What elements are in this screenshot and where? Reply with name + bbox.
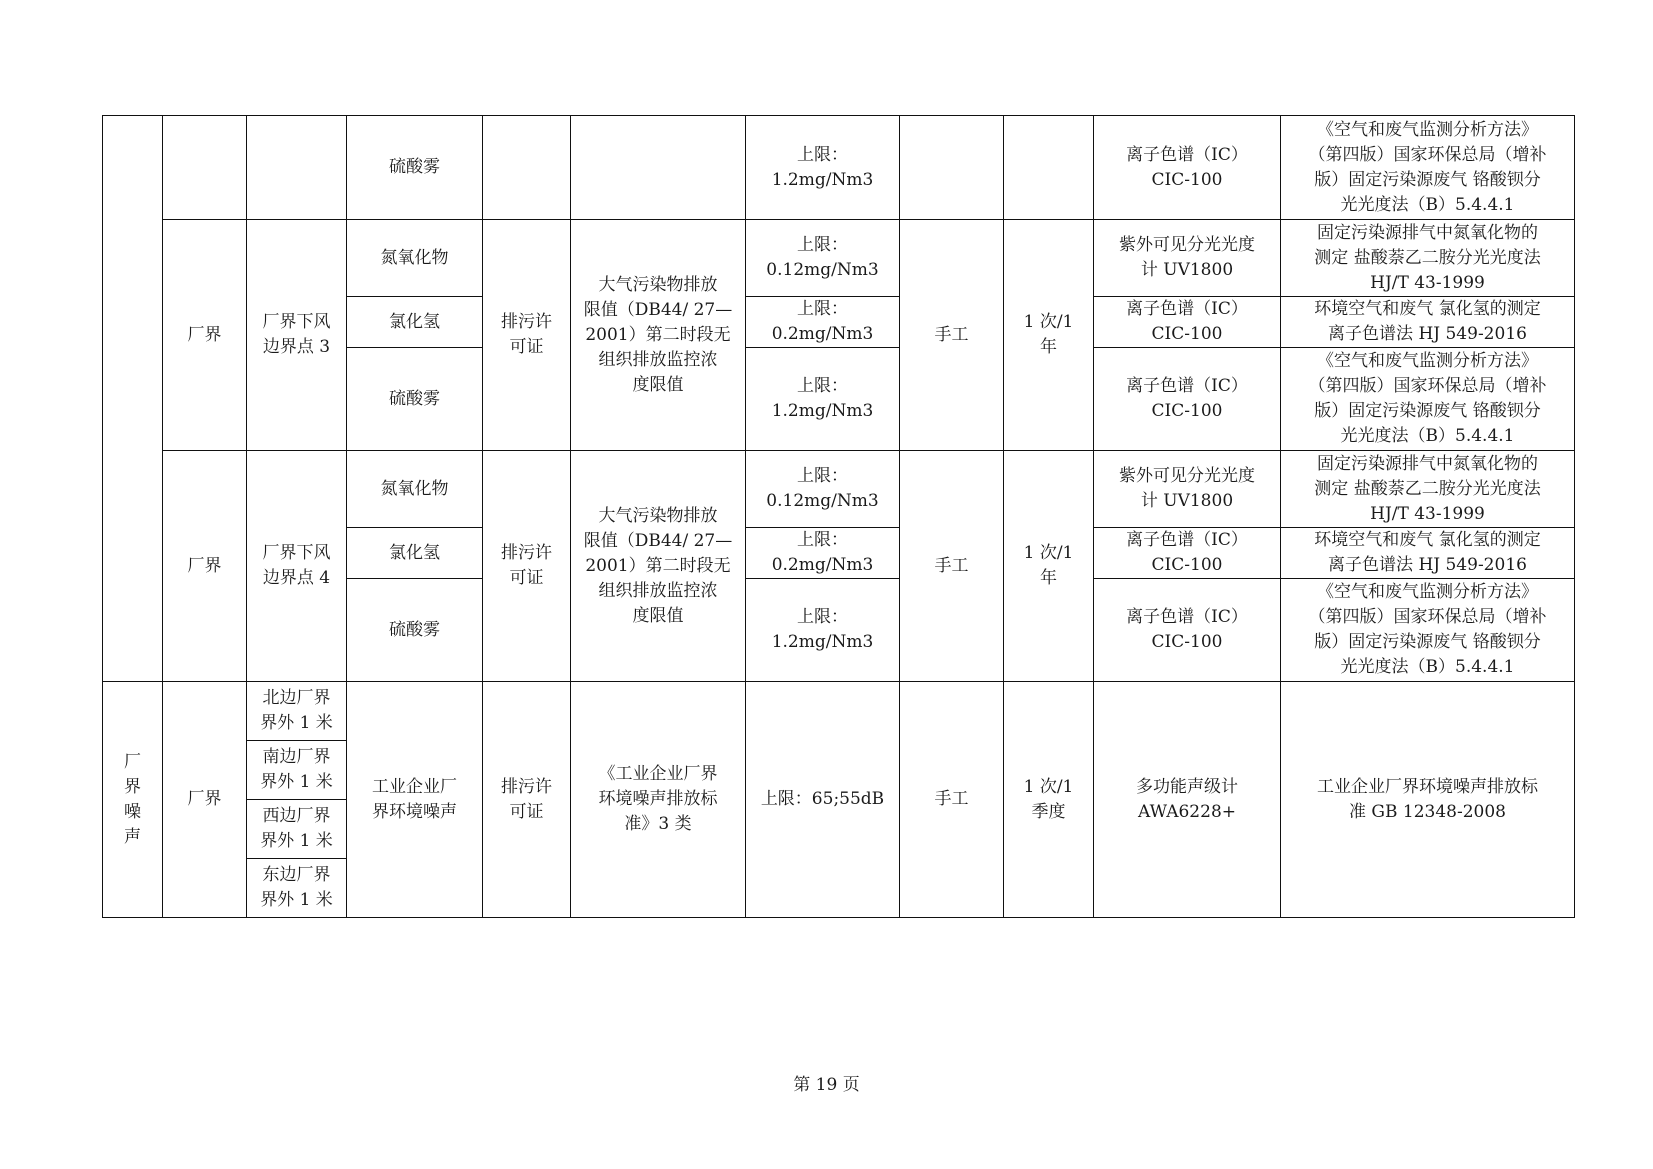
pollutant-cell: 氮氧化物 [347,220,483,297]
pollutant-cell: 氮氧化物 [347,451,483,528]
instrument-cell: 离子色谱（IC） CIC-100 [1094,116,1281,220]
instrument-cell: 离子色谱（IC） CIC-100 [1094,579,1281,682]
category-type-cell: 厂 界 噪 声 [103,682,163,918]
monitoring-point-cell: 南边厂界 界外 1 米 [247,741,347,800]
mode-cell: 手工 [900,682,1004,918]
table-row [103,682,1575,741]
basis-cell [483,116,571,220]
monitoring-point-cell [247,116,347,220]
basis-cell: 排污许 可证 [483,682,571,918]
frequency-cell: 1 次/1 年 [1004,451,1094,682]
monitoring-point-cell: 厂界下风 边界点 4 [247,451,347,682]
instrument-cell: 离子色谱（IC） CIC-100 [1094,297,1281,348]
standard-cell: 大气污染物排放 限值（DB44/ 27— 2001）第二时段无 组织排放监控浓 度限值 [571,451,746,682]
method-cell: 工业企业厂界环境噪声排放标 准 GB 12348-2008 [1281,682,1575,918]
mode-cell [900,116,1004,220]
limit-cell: 上限： 0.2mg/Nm3 [746,297,900,348]
monitoring-table [102,115,1575,918]
monitoring-point-cell: 东边厂界 界外 1 米 [247,859,347,918]
method-cell: 《空气和废气监测分析方法》 （第四版）国家环保总局（增补 版）固定污染源废气 铬酸钡分 光光度法（B）5.4.4.1 [1281,579,1575,682]
table-row [103,451,1575,528]
basis-cell: 排污许 可证 [483,451,571,682]
category-cell [163,116,247,220]
pollutant-cell: 工业企业厂 界环境噪声 [347,682,483,918]
method-cell: 环境空气和废气 氯化氢的测定 离子色谱法 HJ 549-2016 [1281,528,1575,579]
limit-cell: 上限： 0.12mg/Nm3 [746,220,900,297]
standard-cell: 《工业企业厂界 环境噪声排放标 准》3 类 [571,682,746,918]
limit-cell: 上限：65;55dB [746,682,900,918]
category-cell: 厂界 [163,682,247,918]
instrument-cell: 多功能声级计 AWA6228+ [1094,682,1281,918]
method-cell: 《空气和废气监测分析方法》 （第四版）国家环保总局（增补 版）固定污染源废气 铬酸钡分 光光度法（B）5.4.4.1 [1281,348,1575,451]
limit-cell: 上限： 1.2mg/Nm3 [746,579,900,682]
method-cell: 《空气和废气监测分析方法》 （第四版）国家环保总局（增补 版）固定污染源废气 铬酸钡分 光光度法（B）5.4.4.1 [1281,116,1575,220]
standard-cell [571,116,746,220]
table-row [103,116,1575,220]
category-cell: 厂界 [163,451,247,682]
page-number: 第 19 页 [793,1075,860,1095]
limit-cell: 上限： 0.12mg/Nm3 [746,451,900,528]
mode-cell: 手工 [900,220,1004,451]
method-cell: 固定污染源排气中氮氧化物的 测定 盐酸萘乙二胺分光光度法 HJ/T 43-1999 [1281,451,1575,528]
instrument-cell: 离子色谱（IC） CIC-100 [1094,528,1281,579]
limit-cell: 上限： 1.2mg/Nm3 [746,348,900,451]
instrument-cell: 紫外可见分光光度 计 UV1800 [1094,451,1281,528]
frequency-cell: 1 次/1 年 [1004,220,1094,451]
pollutant-cell: 硫酸雾 [347,579,483,682]
pollutant-cell: 氯化氢 [347,297,483,348]
monitoring-point-cell: 西边厂界 界外 1 米 [247,800,347,859]
frequency-cell [1004,116,1094,220]
basis-cell: 排污许 可证 [483,220,571,451]
category-cell: 厂界 [163,220,247,451]
pollutant-cell: 硫酸雾 [347,116,483,220]
instrument-cell: 离子色谱（IC） CIC-100 [1094,348,1281,451]
mode-cell: 手工 [900,451,1004,682]
monitoring-point-cell: 北边厂界 界外 1 米 [247,682,347,741]
pollutant-cell: 硫酸雾 [347,348,483,451]
limit-cell: 上限： 1.2mg/Nm3 [746,116,900,220]
standard-cell: 大气污染物排放 限值（DB44/ 27— 2001）第二时段无 组织排放监控浓 度限值 [571,220,746,451]
method-cell: 固定污染源排气中氮氧化物的 测定 盐酸萘乙二胺分光光度法 HJ/T 43-1999 [1281,220,1575,297]
limit-cell: 上限： 0.2mg/Nm3 [746,528,900,579]
frequency-cell: 1 次/1 季度 [1004,682,1094,918]
instrument-cell: 紫外可见分光光度 计 UV1800 [1094,220,1281,297]
pollutant-cell: 氯化氢 [347,528,483,579]
method-cell: 环境空气和废气 氯化氢的测定 离子色谱法 HJ 549-2016 [1281,297,1575,348]
monitoring-point-cell: 厂界下风 边界点 3 [247,220,347,451]
category-type-cell [103,116,163,682]
table-row [103,220,1575,297]
